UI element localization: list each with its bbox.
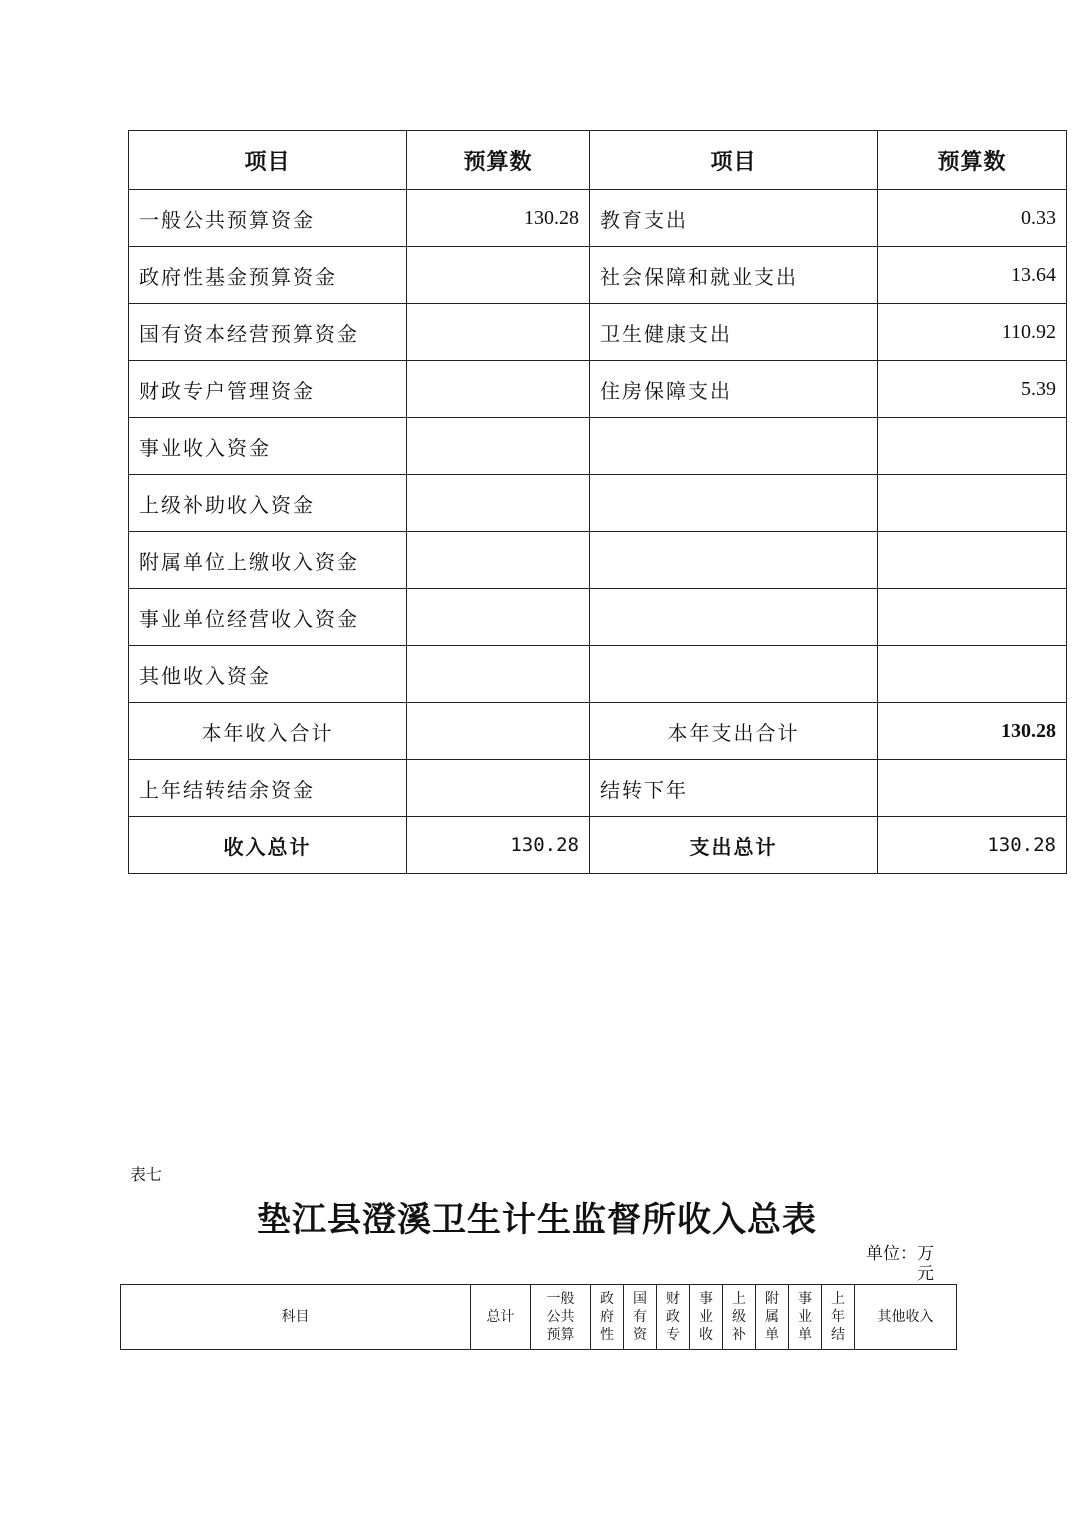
expense-value — [878, 646, 1067, 703]
table-header-row — [129, 131, 1067, 190]
income-year-total-label: 本年收入合计 — [129, 703, 407, 760]
grand-total-row — [129, 817, 1067, 874]
income-value: 130.28 — [407, 190, 590, 247]
income-year-total-value — [407, 703, 590, 760]
table-header-row — [121, 1285, 957, 1350]
expense-value: 13.64 — [878, 247, 1067, 304]
table-row — [129, 646, 1067, 703]
income-grand-total-label: 收入总计 — [129, 817, 407, 874]
year-total-row — [129, 703, 1067, 760]
income-carryover-value — [407, 760, 590, 817]
header-income-budget: 预算数 — [407, 131, 590, 190]
income-item: 事业收入资金 — [129, 418, 407, 475]
expense-carryover-label: 结转下年 — [590, 760, 878, 817]
header-other-income: 其他收入 — [855, 1285, 957, 1350]
budget-summary-table — [128, 130, 1067, 874]
report-title: 垫江县澄溪卫生计生监督所收入总表 — [257, 1200, 817, 1240]
income-item: 政府性基金预算资金 — [129, 247, 407, 304]
income-value — [407, 646, 590, 703]
income-item: 其他收入资金 — [129, 646, 407, 703]
income-item: 国有资本经营预算资金 — [129, 304, 407, 361]
expense-year-total-value: 130.28 — [878, 703, 1067, 760]
table-row — [129, 418, 1067, 475]
income-item: 财政专户管理资金 — [129, 361, 407, 418]
unit-label: 单位： — [866, 1244, 917, 1264]
header-superior-subsidy: 上级补 — [723, 1285, 756, 1350]
table-row — [129, 304, 1067, 361]
header-institution-unit: 事业单 — [789, 1285, 822, 1350]
income-value — [407, 589, 590, 646]
unit-note — [866, 1244, 935, 1284]
income-item: 上级补助收入资金 — [129, 475, 407, 532]
expense-value — [878, 589, 1067, 646]
income-value — [407, 304, 590, 361]
header-gov-fund: 政府性 — [591, 1285, 624, 1350]
header-total: 总计 — [471, 1285, 531, 1350]
income-value — [407, 361, 590, 418]
header-general-budget: 一般公共预算 — [531, 1285, 591, 1350]
income-value — [407, 247, 590, 304]
header-business-income: 事业收 — [690, 1285, 723, 1350]
header-expense-item: 项目 — [590, 131, 878, 190]
expense-item: 卫生健康支出 — [590, 304, 878, 361]
income-value — [407, 418, 590, 475]
header-income-item: 项目 — [129, 131, 407, 190]
income-value — [407, 532, 590, 589]
income-item: 事业单位经营收入资金 — [129, 589, 407, 646]
income-value — [407, 475, 590, 532]
unit-value: 万元 — [917, 1244, 934, 1284]
income-summary-table — [120, 1284, 957, 1350]
header-affiliated-unit: 附属单 — [756, 1285, 789, 1350]
header-prior-year: 上年结 — [822, 1285, 855, 1350]
carryover-row — [129, 760, 1067, 817]
expense-item — [590, 589, 878, 646]
expense-item: 住房保障支出 — [590, 361, 878, 418]
expense-value: 5.39 — [878, 361, 1067, 418]
income-item: 附属单位上缴收入资金 — [129, 532, 407, 589]
table-row — [129, 589, 1067, 646]
expense-value: 0.33 — [878, 190, 1067, 247]
expense-item — [590, 532, 878, 589]
expense-item — [590, 646, 878, 703]
header-expense-budget: 预算数 — [878, 131, 1067, 190]
table-row — [129, 532, 1067, 589]
header-fiscal-account: 财政专 — [657, 1285, 690, 1350]
expense-value — [878, 475, 1067, 532]
income-item: 一般公共预算资金 — [129, 190, 407, 247]
expense-grand-total-label: 支出总计 — [590, 817, 878, 874]
header-subject: 科目 — [121, 1285, 471, 1350]
expense-item — [590, 475, 878, 532]
expense-item: 教育支出 — [590, 190, 878, 247]
income-grand-total-value: 130.28 — [407, 817, 590, 874]
expense-grand-total-value: 130.28 — [878, 817, 1067, 874]
expense-item — [590, 418, 878, 475]
expense-value — [878, 532, 1067, 589]
expense-value — [878, 418, 1067, 475]
expense-item: 社会保障和就业支出 — [590, 247, 878, 304]
table-row — [129, 190, 1067, 247]
expense-value: 110.92 — [878, 304, 1067, 361]
table-number-label: 表七 — [130, 1165, 163, 1184]
expense-year-total-label: 本年支出合计 — [590, 703, 878, 760]
header-state-capital: 国有资 — [624, 1285, 657, 1350]
table-row — [129, 475, 1067, 532]
table-row — [129, 247, 1067, 304]
expense-carryover-value — [878, 760, 1067, 817]
table-row — [129, 361, 1067, 418]
income-carryover-label: 上年结转结余资金 — [129, 760, 407, 817]
